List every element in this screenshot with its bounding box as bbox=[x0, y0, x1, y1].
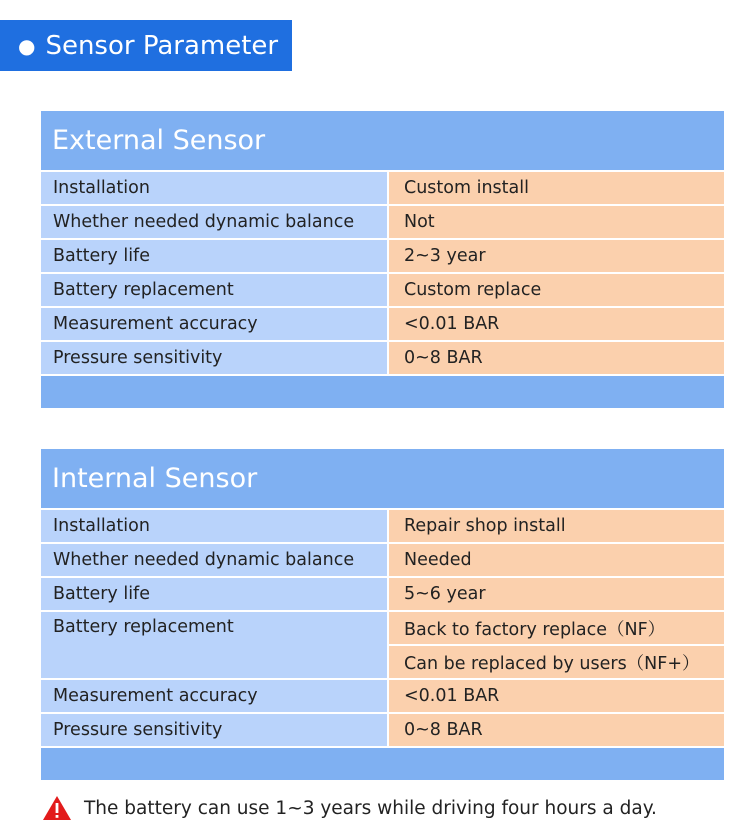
table-row bbox=[41, 714, 724, 746]
row-label: Battery replacement bbox=[41, 274, 387, 306]
row-label: Battery life bbox=[41, 240, 387, 272]
page-title-banner bbox=[0, 20, 292, 71]
row-value: Not bbox=[389, 206, 724, 238]
row-label: Whether needed dynamic balance bbox=[41, 206, 387, 238]
row-label: Pressure sensitivity bbox=[41, 714, 387, 746]
bullet-icon: ● bbox=[18, 33, 36, 58]
row-value: 2~3 year bbox=[389, 240, 724, 272]
row-value: Back to factory replace（NF） bbox=[389, 612, 724, 644]
row-label: Battery life bbox=[41, 578, 387, 610]
row-value: <0.01 BAR bbox=[389, 680, 724, 712]
row-label: Whether needed dynamic balance bbox=[41, 544, 387, 576]
page-title: Sensor Parameter bbox=[45, 30, 279, 61]
external-sensor-table bbox=[41, 111, 724, 408]
row-label: Measurement accuracy bbox=[41, 308, 387, 340]
battery-note bbox=[42, 795, 657, 821]
battery-note-text: The battery can use 1~3 years while driving four hours a day. bbox=[84, 797, 657, 819]
row-value: Needed bbox=[389, 544, 724, 576]
table-row bbox=[41, 612, 724, 678]
row-value: Repair shop install bbox=[389, 510, 724, 542]
external-sensor-footer bbox=[41, 376, 724, 408]
row-label: Measurement accuracy bbox=[41, 680, 387, 712]
internal-sensor-footer bbox=[41, 748, 724, 780]
row-label: Installation bbox=[41, 172, 387, 204]
warning-triangle-icon bbox=[42, 795, 72, 821]
row-value: 0~8 BAR bbox=[389, 714, 724, 746]
table-row bbox=[41, 578, 724, 610]
table-row bbox=[41, 544, 724, 576]
row-value: 0~8 BAR bbox=[389, 342, 724, 374]
table-row bbox=[41, 172, 724, 204]
row-value: Custom replace bbox=[389, 274, 724, 306]
row-value: <0.01 BAR bbox=[389, 308, 724, 340]
table-row bbox=[41, 274, 724, 306]
row-label: Pressure sensitivity bbox=[41, 342, 387, 374]
row-value: Can be replaced by users（NF+） bbox=[389, 646, 724, 678]
internal-sensor-table bbox=[41, 449, 724, 780]
table-row bbox=[41, 206, 724, 238]
internal-sensor-header: Internal Sensor bbox=[41, 449, 724, 508]
row-value: Custom install bbox=[389, 172, 724, 204]
row-value: 5~6 year bbox=[389, 578, 724, 610]
row-label: Installation bbox=[41, 510, 387, 542]
row-label: Battery replacement bbox=[41, 612, 387, 678]
table-row bbox=[41, 342, 724, 374]
table-row bbox=[41, 308, 724, 340]
table-row bbox=[41, 510, 724, 542]
table-row bbox=[41, 680, 724, 712]
table-row bbox=[41, 240, 724, 272]
external-sensor-header: External Sensor bbox=[41, 111, 724, 170]
